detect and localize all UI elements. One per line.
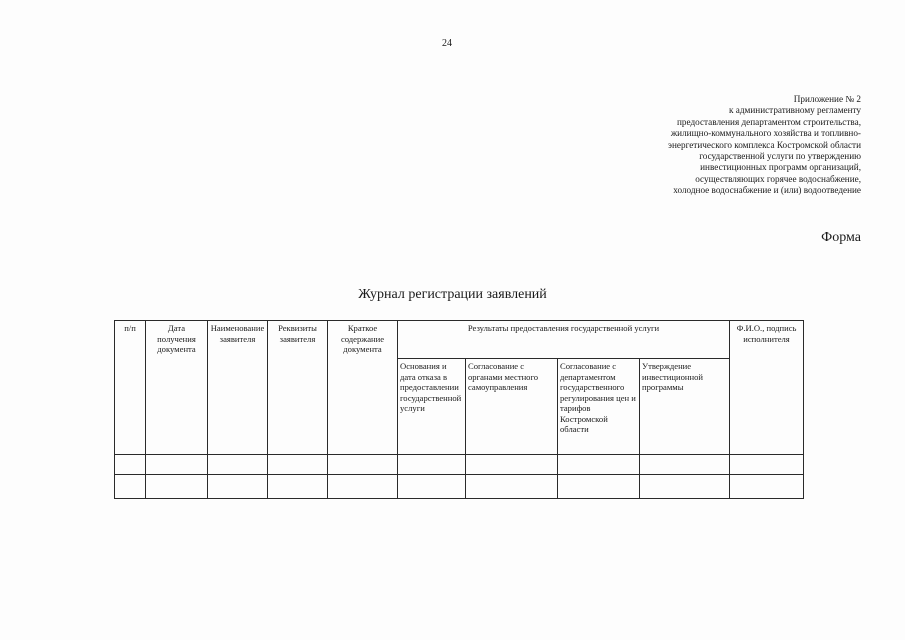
subheader-local-agreement: Согласование с органами местного самоуправления bbox=[466, 359, 558, 455]
header-num: п/п bbox=[115, 321, 146, 455]
subheader-refusal: Основания и дата отказа в предоставлении государственной услуги bbox=[398, 359, 466, 455]
appendix-line: инвестиционных программ организаций, bbox=[700, 162, 861, 173]
table-cell[interactable] bbox=[146, 455, 208, 475]
table-cell[interactable] bbox=[398, 475, 466, 499]
registration-journal-table bbox=[114, 320, 804, 499]
table-cell[interactable] bbox=[115, 455, 146, 475]
table-cell[interactable] bbox=[328, 475, 398, 499]
table-cell[interactable] bbox=[115, 475, 146, 499]
appendix-line: государственной услуги по утверждению bbox=[699, 151, 861, 162]
table-cell[interactable] bbox=[208, 455, 268, 475]
table-cell[interactable] bbox=[730, 475, 804, 499]
table-cell[interactable] bbox=[466, 475, 558, 499]
header-applicant-name: Наименование заявителя bbox=[208, 321, 268, 455]
appendix-line: осуществляющих горячее водоснабжение, bbox=[695, 173, 861, 184]
form-label: Форма bbox=[821, 230, 861, 245]
appendix-line: Приложение № 2 bbox=[793, 94, 861, 104]
header-service-results: Результаты предоставления государственной услуги bbox=[398, 321, 730, 359]
header-executor: Ф.И.О., подпись исполнителя bbox=[730, 321, 804, 455]
appendix-line: предоставления департаментом строительства, bbox=[676, 116, 861, 127]
appendix-line: энергетического комплекса Костромской области bbox=[668, 139, 861, 150]
header-applicant-requisites: Реквизиты заявителя bbox=[268, 321, 328, 455]
subheader-approval: Утверждение инвестиционной программы bbox=[640, 359, 730, 455]
table-cell[interactable] bbox=[146, 475, 208, 499]
table-cell[interactable] bbox=[208, 475, 268, 499]
table-cell[interactable] bbox=[398, 455, 466, 475]
table-cell[interactable] bbox=[640, 475, 730, 499]
table-cell[interactable] bbox=[558, 455, 640, 475]
table-cell[interactable] bbox=[268, 455, 328, 475]
table-cell[interactable] bbox=[328, 455, 398, 475]
appendix-block bbox=[561, 94, 861, 197]
page-number: 24 bbox=[442, 38, 452, 49]
table-row bbox=[115, 455, 804, 475]
header-date: Дата получения документа bbox=[146, 321, 208, 455]
journal-title: Журнал регистрации заявлений bbox=[358, 287, 547, 302]
table-cell[interactable] bbox=[558, 475, 640, 499]
header-row bbox=[115, 321, 804, 359]
appendix-line: к административному регламенту bbox=[729, 105, 861, 116]
appendix-line: холодное водоснабжение и (или) водоотведение bbox=[673, 185, 861, 196]
table-row bbox=[115, 475, 804, 499]
appendix-line: жилищно-коммунального хозяйства и топливно- bbox=[670, 128, 861, 139]
table-cell[interactable] bbox=[268, 475, 328, 499]
table-cell[interactable] bbox=[640, 455, 730, 475]
header-summary: Краткое содержание документа bbox=[328, 321, 398, 455]
subheader-dept-agreement: Согласование с департаментом государственного регулирования цен и тарифов Костромской области bbox=[558, 359, 640, 455]
table-cell[interactable] bbox=[730, 455, 804, 475]
table-cell[interactable] bbox=[466, 455, 558, 475]
